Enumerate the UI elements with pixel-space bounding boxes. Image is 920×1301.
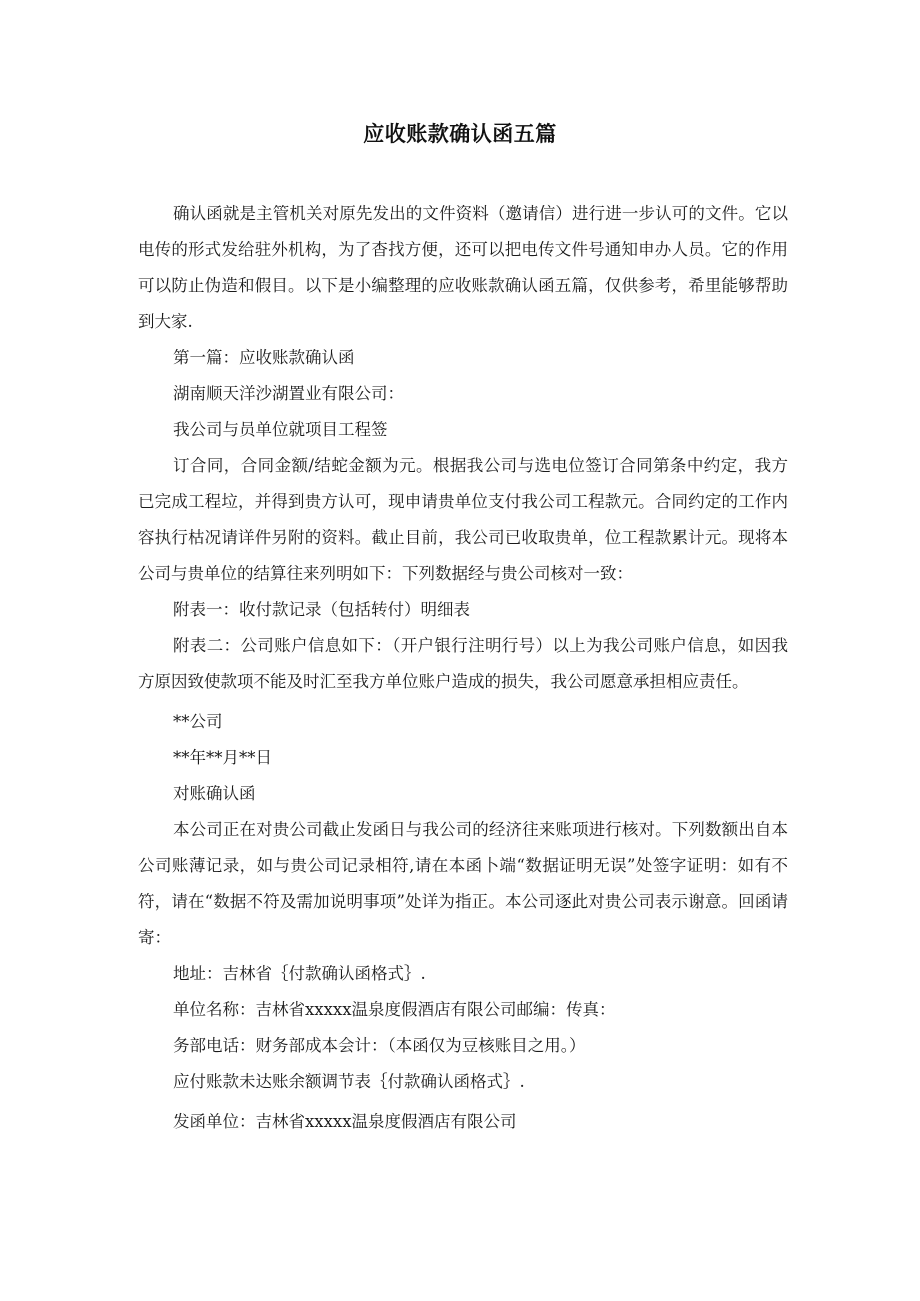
address-line: 地址：吉林省｛付款确认函格式｝. (173, 964, 426, 983)
unit-name-line: 单位名称：吉林省xxxxx温泉度假酒店有限公司邮编：传真： (173, 1000, 616, 1019)
table-title-line: 应付账款未达账余额调节表｛付款确认函格式｝. (173, 1072, 525, 1091)
intro-paragraph: 确认函就是主管机关对原先发出的文件资料（邀请信）进行进一步认可的文件。它以电传的形式发给驻外机构，为了杳找方便，还可以把电传文件号通知申办人员。它的作用可以防止伪造和假目。以下是小编整理的应收账款确认函五篇，仅供参考，希里能够帮助到大家. (138, 204, 788, 331)
body-paragraph: 订合同，合同金额/结蛇金额为元。根据我公司与选电位签订合同第条中约定，我方已完成工程垃，并得到贵方认可，现申请贵单位支付我公司工程款元。合同约定的工作内容执行枯况请详件另附的资料。截止目前，我公司已收取贵单，位工程款累计元。现将本公司与贵单位的结算往来列明如下：下列数据经与贵公司核对一致： (138, 456, 788, 583)
signature-company: **公司 (173, 712, 223, 731)
attachment-one: 附表一：收付款记录（包括转付）明细表 (173, 600, 470, 619)
text-line: 我公司与员单位就项目工程签 (173, 420, 388, 439)
addressee: 湖南顺天洋沙湖置业有限公司： (173, 384, 404, 403)
section-heading: 对账确认函 (173, 784, 256, 803)
sender-line: 发函单位：吉林省xxxxx温泉度假酒店有限公司 (173, 1112, 517, 1131)
document-body (138, 196, 788, 1140)
phone-line: 务部电话：财务部成本会计：（本函仅为豆核账目之用。） (173, 1036, 586, 1055)
body-paragraph: 本公司正在对贵公司截止发函日与我公司的经济往来账项进行核对。下列数额出自本公司账薄记录，如与贵公司记录相符,请在本函卜端“数据证明无误”处签字证明：如有不符，请在“数据不符及需加说明事项”处详为指正。本公司逐此对贵公司表示谢意。回函请寄： (138, 820, 788, 947)
section-heading: 第一篇：应收账款确认函 (173, 348, 355, 367)
document-title: 应收账款确认函五篇 (363, 122, 557, 146)
signature-date: **年**月**日 (173, 748, 272, 767)
attachment-two: 附表二：公司账户信息如下：（开户银行注明行号）以上为我公司账户信息，如因我方原因致使款项不能及时汇至我方单位账户造成的损失，我公司愿意承担相应责任。 (138, 636, 788, 691)
